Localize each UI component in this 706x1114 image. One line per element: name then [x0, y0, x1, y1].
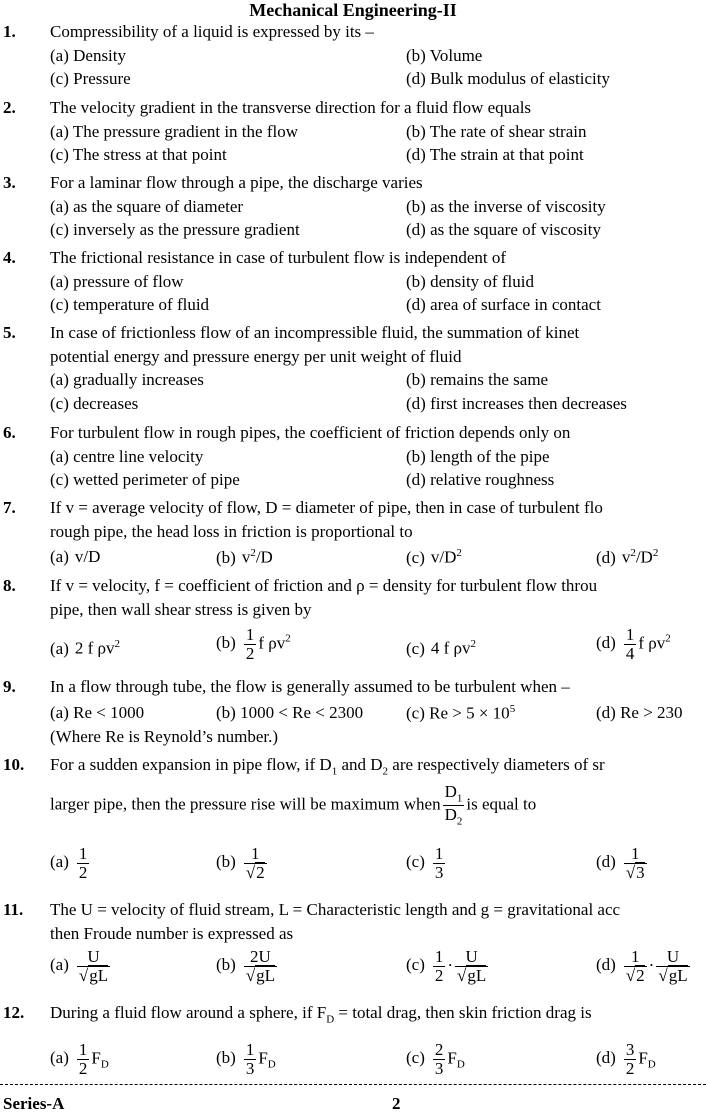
- question-stem: For turbulent flow in rough pipes, the coefficient of friction depends only on: [50, 423, 571, 442]
- subscript: 1: [331, 765, 338, 778]
- subscript: D: [267, 1058, 276, 1071]
- option-text: v: [241, 547, 251, 567]
- fraction: [624, 845, 647, 882]
- fraction: [77, 1041, 90, 1078]
- sqrt-icon: √: [658, 965, 668, 985]
- denominator: 4: [625, 643, 635, 663]
- option-c: [406, 547, 462, 568]
- radicand: gL: [89, 965, 109, 985]
- option-b: [216, 948, 279, 985]
- question-number: 4.: [3, 248, 16, 267]
- option-text: (c) Re > 5 × 10: [406, 703, 510, 723]
- denominator: [656, 966, 689, 985]
- question-number: 5.: [3, 323, 16, 342]
- numerator: 1: [434, 844, 444, 863]
- option-text: /D: [635, 547, 653, 567]
- denominator: [624, 863, 647, 882]
- numerator: 1: [78, 1040, 88, 1059]
- option-text: F: [447, 1048, 457, 1068]
- superscript: 2: [665, 632, 671, 645]
- numerator: U: [465, 947, 478, 966]
- stem-text: For a sudden expansion in pipe flow, if D: [50, 755, 332, 774]
- numerator: 2U: [250, 947, 271, 966]
- option-label: (c): [406, 955, 425, 975]
- question-stem: In a flow through tube, the flow is generally assumed to be turbulent when –: [50, 677, 570, 696]
- option-a: (a) as the square of diameter: [50, 197, 244, 216]
- numerator: U: [87, 947, 100, 966]
- option-label: (d): [596, 633, 616, 653]
- option-c: (c) temperature of fluid: [50, 295, 210, 314]
- option-label: (c): [406, 547, 425, 567]
- question-number: 8.: [3, 576, 16, 595]
- option-label: (b): [216, 547, 236, 567]
- radicand: gL: [668, 965, 688, 985]
- option-b: [216, 1041, 276, 1078]
- option-b: (b) The rate of shear strain: [406, 122, 587, 141]
- option-text: f ρv: [638, 633, 666, 653]
- sqrt-icon: √: [625, 965, 636, 985]
- fraction: [244, 845, 267, 882]
- option-c: [406, 1041, 465, 1078]
- question-number: 7.: [3, 498, 16, 517]
- subscript: D: [456, 1058, 465, 1071]
- option-a: [50, 638, 120, 659]
- option-text: /D: [255, 547, 273, 567]
- option-d: (d) as the square of viscosity: [406, 220, 601, 239]
- option-label: (b): [216, 1048, 236, 1068]
- option-text: v: [621, 547, 631, 567]
- superscript: 2: [456, 547, 462, 559]
- question-stem: [50, 1003, 706, 1027]
- option-c: (c) decreases: [50, 394, 139, 413]
- question-number: 10.: [3, 755, 25, 774]
- option-d: (d) area of surface in contact: [406, 295, 601, 314]
- stem-text: and D: [341, 755, 383, 774]
- option-a: (a) centre line velocity: [50, 447, 204, 466]
- numerator: 1: [625, 625, 635, 644]
- superscript: 2: [250, 547, 256, 559]
- radicand: gL: [256, 965, 276, 985]
- option-text: F: [638, 1048, 648, 1068]
- option-label: (a): [50, 638, 69, 658]
- option-c: [406, 948, 490, 985]
- option-b: (b) as the inverse of viscosity: [406, 197, 606, 216]
- denominator: [244, 966, 277, 985]
- option-d: (d) first increases then decreases: [406, 394, 627, 413]
- question-stem: In case of frictionless flow of an incompressible fluid, the summation of kinet: [50, 323, 580, 342]
- option-label: (d): [596, 852, 616, 872]
- question-stem-line-2: then Froude number is expressed as: [50, 924, 294, 943]
- option-d: (d) The strain at that point: [406, 145, 584, 164]
- denominator: [77, 966, 110, 985]
- option-a: (a) pressure of flow: [50, 272, 184, 291]
- option-d: (d) Bulk modulus of elasticity: [406, 69, 610, 88]
- question-stem-line-2: rough pipe, the head loss in friction is proportional to: [50, 522, 413, 541]
- subscript: 2: [382, 765, 389, 778]
- numerator: 1: [245, 1040, 255, 1059]
- option-d: [596, 845, 649, 882]
- option-a: (a) The pressure gradient in the flow: [50, 122, 298, 141]
- dot-operator: ·: [447, 955, 454, 975]
- denominator: 3: [434, 1058, 444, 1078]
- question-stem: The frictional resistance in case of turbulent flow is independent of: [50, 248, 507, 267]
- fraction: [656, 948, 689, 985]
- stem-text: are respectively diameters of sr: [392, 755, 605, 774]
- denominator: 2: [78, 862, 88, 882]
- fraction: [244, 948, 277, 985]
- option-c: [406, 638, 476, 659]
- option-c: [406, 703, 515, 724]
- option-text: 4 f ρv: [430, 638, 471, 658]
- fraction: [77, 948, 110, 985]
- question-stem: If v = average velocity of flow, D = diameter of pipe, then in case of turbulent flo: [50, 498, 603, 517]
- option-a: (a) Density: [50, 46, 127, 65]
- question-stem-line-2: pipe, then wall shear stress is given by: [50, 600, 312, 619]
- subscript: 1: [456, 792, 463, 805]
- option-label: (a): [50, 547, 69, 566]
- option-label: (a): [50, 852, 69, 872]
- numerator-text: D: [444, 782, 457, 801]
- option-label: (a): [50, 955, 69, 975]
- option-c: (c) inversely as the pressure gradient: [50, 220, 300, 239]
- superscript: 2: [652, 547, 659, 559]
- denominator-text: D: [444, 804, 457, 824]
- fraction: [433, 845, 446, 882]
- option-a: (a) gradually increases: [50, 370, 204, 389]
- numerator: 3: [625, 1040, 635, 1059]
- question-stem: The velocity gradient in the transverse direction for a fluid flow equals: [50, 98, 532, 117]
- denominator: 3: [434, 862, 444, 882]
- option-b: (b) 1000 < Re < 2300: [216, 703, 364, 722]
- fraction: [433, 948, 446, 985]
- footer-divider: [0, 1084, 706, 1085]
- page-number: 2: [392, 1094, 401, 1113]
- denominator: 2: [245, 643, 255, 663]
- question-number: 11.: [3, 900, 24, 919]
- superscript: 2: [285, 632, 291, 645]
- option-text: F: [91, 1048, 101, 1068]
- option-b: (b) length of the pipe: [406, 447, 550, 466]
- option-c: (c) Pressure: [50, 69, 131, 88]
- option-label: (c): [406, 638, 425, 658]
- superscript: 5: [509, 703, 516, 715]
- option-b: [216, 845, 269, 882]
- option-d: [596, 547, 658, 568]
- page-title: Mechanical Engineering-II: [249, 0, 457, 20]
- numerator: U: [666, 947, 680, 966]
- numerator: 1: [251, 844, 260, 863]
- stem-text: is equal to: [466, 794, 537, 814]
- numerator: 1: [631, 844, 640, 863]
- sqrt-icon: √: [78, 965, 89, 985]
- denominator: [443, 805, 465, 828]
- stem-text: During a fluid flow around a sphere, if F: [50, 1003, 327, 1022]
- question-number: 2.: [3, 98, 16, 117]
- denominator: 3: [245, 1058, 255, 1078]
- option-c: [406, 845, 447, 882]
- option-label: (c): [406, 852, 425, 872]
- fraction: [443, 783, 465, 828]
- fraction: [244, 626, 257, 663]
- option-a: [50, 845, 91, 882]
- option-b: (b) Volume: [406, 46, 483, 65]
- question-number: 12.: [3, 1003, 25, 1022]
- option-d: (d) relative roughness: [406, 470, 555, 489]
- subscript: D: [647, 1058, 656, 1071]
- sqrt-icon: √: [245, 965, 256, 985]
- denominator: [624, 966, 647, 985]
- question-number: 6.: [3, 423, 16, 442]
- option-text: 2 f ρv: [74, 638, 115, 658]
- series-label: Series-A: [3, 1094, 65, 1113]
- fraction: [244, 1041, 257, 1078]
- subscript: D: [326, 1013, 335, 1026]
- fraction: [624, 626, 637, 663]
- fraction: [77, 845, 90, 882]
- option-d: [596, 948, 692, 985]
- question-number: 9.: [3, 677, 16, 696]
- option-b: (b) density of fluid: [406, 272, 534, 291]
- option-a: [50, 547, 100, 567]
- option-text: v/D: [430, 547, 457, 567]
- denominator: 2: [434, 965, 444, 985]
- subscript: 2: [456, 815, 463, 828]
- question-stem: [50, 755, 706, 779]
- numerator: 2: [434, 1040, 444, 1059]
- sqrt-icon: √: [457, 965, 467, 985]
- option-text: v/D: [74, 547, 101, 566]
- radicand: 2: [256, 862, 265, 882]
- question-number: 1.: [3, 22, 16, 41]
- fraction: [455, 948, 488, 985]
- denominator: [244, 863, 267, 882]
- option-a: [50, 1041, 109, 1078]
- superscript: 2: [470, 638, 477, 650]
- denominator: 2: [78, 1058, 88, 1078]
- option-label: (c): [406, 1048, 425, 1068]
- question-number: 3.: [3, 173, 16, 192]
- option-d: [596, 626, 671, 663]
- sqrt-icon: √: [245, 862, 256, 882]
- option-a: [50, 948, 112, 985]
- option-label: (b): [216, 955, 236, 975]
- stem-text: = total drag, then skin friction drag is: [338, 1003, 592, 1022]
- dot-operator: ·: [648, 955, 655, 975]
- question-stem-line-2: [50, 783, 706, 828]
- option-d: [596, 1041, 656, 1078]
- question-stem: Compressibility of a liquid is expressed by its –: [50, 22, 374, 41]
- numerator: [443, 783, 465, 805]
- question-stem: For a laminar flow through a pipe, the discharge varies: [50, 173, 423, 192]
- question-stem-line-2: potential energy and pressure energy per unit weight of fluid: [50, 347, 462, 366]
- numerator: 1: [434, 947, 444, 966]
- option-label: (b): [216, 633, 236, 653]
- fraction: [433, 1041, 446, 1078]
- option-label: (d): [596, 955, 616, 975]
- denominator: 2: [625, 1058, 635, 1078]
- superscript: 2: [630, 547, 636, 559]
- option-b: [216, 547, 273, 568]
- option-text: F: [258, 1048, 268, 1068]
- option-a: (a) Re < 1000: [50, 703, 145, 722]
- numerator: 1: [245, 625, 255, 644]
- numerator: 1: [631, 947, 640, 966]
- option-label: (a): [50, 1048, 69, 1068]
- radicand: 3: [636, 862, 645, 882]
- sqrt-icon: √: [625, 862, 636, 882]
- option-c: (c) The stress at that point: [50, 145, 227, 164]
- option-c: (c) wetted perimeter of pipe: [50, 470, 240, 489]
- radicand: 2: [636, 965, 645, 985]
- option-b: (b) remains the same: [406, 370, 549, 389]
- fraction: [624, 1041, 637, 1078]
- question-stem: The U = velocity of fluid stream, L = Characteristic length and g = gravitational acc: [50, 900, 621, 919]
- option-b: [216, 626, 291, 663]
- numerator: 1: [78, 844, 88, 863]
- option-d: (d) Re > 230: [596, 703, 683, 722]
- option-label: (b): [216, 852, 236, 872]
- fraction: [624, 948, 647, 985]
- question-stem: If v = velocity, f = coefficient of friction and ρ = density for turbulent flow throu: [50, 576, 598, 595]
- option-label: (d): [596, 1048, 616, 1068]
- subscript: D: [100, 1058, 109, 1071]
- stem-text: larger pipe, then the pressure rise will be maximum when: [50, 794, 441, 814]
- radicand: gL: [467, 965, 487, 985]
- superscript: 2: [114, 638, 121, 650]
- option-text: f ρv: [258, 633, 286, 653]
- denominator: [455, 966, 488, 985]
- option-label: (d): [596, 547, 616, 567]
- question-note: (Where Re is Reynold’s number.): [50, 727, 279, 746]
